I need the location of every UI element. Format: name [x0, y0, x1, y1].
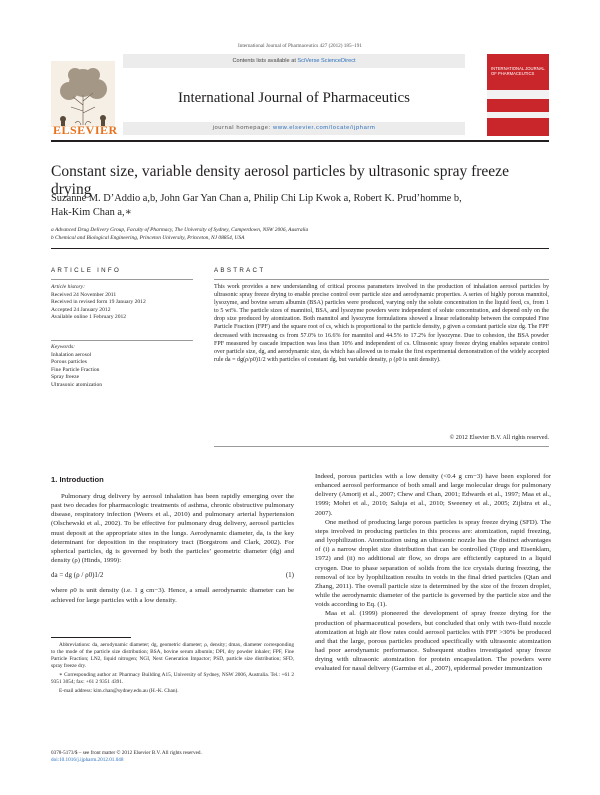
- title-divider: [51, 248, 549, 249]
- journal-cover-thumbnail: [487, 54, 549, 136]
- running-header: International Journal of Pharmaceutics 427 (2012) 185–191: [238, 43, 362, 49]
- keyword-item: Porous particles: [51, 359, 87, 365]
- abstract-copyright: © 2012 Elsevier B.V. All rights reserved.: [449, 435, 549, 441]
- footnotes: [51, 642, 294, 697]
- abstract-heading: ABSTRACT: [214, 267, 266, 274]
- keywords-block: [51, 344, 196, 389]
- publisher-wordmark: ELSEVIER: [53, 123, 118, 137]
- contents-prefix: Contents lists available at: [232, 58, 298, 64]
- article-info-heading: ARTICLE INFO: [51, 267, 122, 274]
- doi-link[interactable]: doi:10.1016/j.ijpharm.2012.01.048: [51, 757, 124, 763]
- body-paragraph: Pulmonary drug delivery by aerosol inhalation has been rapidly emerging over the past two decades for pharmacologic treatments of asthma, chronic obstructive pulmonary disease, respiratory infection (Weers et al., 2010) and pulmonary arterial hypertension (Olschewski et al., 2002). To be effective for pulmonary drug delivery, aerosol particles must deposit at the appropriate sites in the lungs. Aerodynamic diameter, da, is the key determinant for deposition in the respiratory tract (Borgstrom and Clark, 2002). For spherical particles, dg is governed by both the particles’ geometric diameter (dg) and density (ρ) (Hinds, 1999):: [51, 493, 294, 565]
- history-revised: Received in revised form 19 January 2012: [51, 299, 146, 305]
- keyword-item: Ultrasonic atomization: [51, 381, 103, 388]
- affiliation-a: a Advanced Drug Delivery Group, Faculty of Pharmacy, The University of Sydney, Camperdown, NSW 2006, Australia: [51, 227, 309, 233]
- abstract-text: This work provides a new understanding of critical process parameters involved in the production of inhalation aerosol particles by ultrasonic spray freeze drying to enable precise control over particle size and aerodynamic properties. A series of highly porous mannitol, lysozyme, and bovine serum albumin (BSA) particles were produced, varying only the solute concentration in the liquid feed, cs, from 1 to 5 wt%. The particle sizes of mannitol, BSA, and lysozyme powders were independent of solute concentration, and depend only on the drop size produced by atomization. Both mannitol and lysozyme formulations showed a linear relationship between the computed Fine Particle Fraction (FPF) and the square root of cs, which is proportional to the particle density, ρ given a constant particle size dg. The FPF decreased with increasing cs from 57.0% to 16.6% for mannitol and 44.5% to 17.2% for lysozyme. Due to cohesion, the BSA powder FPF measured by cascade impaction was less than 10% and independent of cs. Ultrasonic spray freeze drying enables separate control over particle size, dg, and aerodynamic size, da which has allowed us to make the first experimental demonstration of the widely accepted rule da = dg(ρ/ρ0)1/2 with particles of constant dg, but variable density, ρ (ρ0 is unit density).: [214, 284, 549, 363]
- equation-number: (1): [285, 571, 294, 580]
- banner-divider: [51, 140, 549, 142]
- history-received: Received 24 November 2011: [51, 291, 117, 298]
- body-paragraph: where ρ0 is unit density (i.e. 1 g cm−3). Hence, a small aerodynamic diameter can be achieved for large particles with a low density.: [51, 587, 294, 604]
- homepage-link[interactable]: www.elsevier.com/locate/ijpharm: [273, 125, 376, 131]
- footnote-email: E-mail address: kim.chan@sydney.edu.au (H.-K. Chan).: [59, 688, 179, 694]
- affiliation-b: b Chemical and Biological Engineering, Princeton University, Princeton, NJ 08854, USA: [51, 235, 245, 241]
- keyword-item: Fine Particle Fraction: [51, 366, 100, 373]
- body-paragraph: One method of producing large porous particles is spray freeze drying (SFD). The steps involved in producing particles in this process are: atomization, rapid freezing, and lyophilization. Atomization using an ultrasonic nozzle has the distinct advantages of (i) a narrow droplet size distribution that can be controlled (Topp and Eisenklam, 1972) and (ii) no additional air flow, so drops are efficiently captured in a liquid cryogen. Due to phase separation of solids from the ice crystals during freezing, the removal of ice by lyophilization results in voids in the final dried particles (Qian and Zhang, 2011). The overall particle size is determined by the size of the frozen droplet, while the aerodynamic diameter of the particle is governed by the particle size and the voids according to Eq. (1).: [315, 518, 551, 609]
- history-label: Article history:: [51, 284, 86, 290]
- homepage-prefix: journal homepage:: [212, 125, 274, 131]
- keywords-divider: [51, 340, 193, 341]
- author-list: [51, 192, 551, 220]
- authors-line-1: Suzanne M. D’Addio a,b, John Gar Yan Chan a, Philip Chi Lip Kwok a, Robert K. Prud’homme b,: [51, 193, 462, 204]
- article-info-divider: [51, 279, 193, 280]
- left-body-column: [51, 492, 294, 605]
- journal-homepage-bar: [123, 122, 465, 135]
- keywords-label: Keywords:: [51, 344, 76, 350]
- equation-text: da = dg (ρ / ρ0)1/2: [51, 571, 104, 580]
- article-title: Constant size, variable density aerosol particles by ultrasonic spray freeze drying: [51, 163, 509, 198]
- doi-block: [51, 750, 351, 764]
- right-body-column: [315, 472, 551, 673]
- history-accepted: Accepted 24 January 2012: [51, 306, 111, 313]
- footnote-corresponding-author: ∗ Corresponding author at: Pharmacy Building A15, University of Sydney, NSW 2006, Australia. Tel.: +61 2 9351 3054; fax: +61 2 9351 4391.: [51, 672, 294, 685]
- abstract-divider: [214, 279, 549, 280]
- issn-line: 0378-5173/$ – see front matter © 2012 Elsevier B.V. All rights reserved.: [51, 750, 202, 756]
- affiliations: [51, 226, 551, 242]
- equation-1: [51, 571, 294, 580]
- footnote-abbreviations: Abbreviations: da, aerodynamic diameter; dg, geometric diameter; ρ, density; dmax, diameter corresponding to the mode of the particle size distribution; BSA, bovine serum albumin; DPI, dry powder inhaler; FPF, Fine Particle Fraction; LN2, liquid nitrogen; NGI, Next Generation Impactor; PSD, particle size distribution; SFD, spray freeze dry.: [51, 642, 294, 669]
- journal-name: International Journal of Pharmaceutics: [177, 90, 410, 106]
- cover-stripe: [487, 112, 549, 118]
- cover-title: INTERNATIONAL JOURNAL OF PHARMACEUTICS: [491, 66, 545, 76]
- history-online: Available online 1 February 2012: [51, 314, 127, 320]
- section-heading-introduction: 1. Introduction: [51, 475, 104, 484]
- sciencedirect-link[interactable]: SciVerse ScienceDirect: [297, 58, 356, 64]
- journal-banner: [51, 54, 549, 140]
- footnote-divider: [51, 637, 131, 638]
- article-history: [51, 284, 196, 322]
- body-paragraph: Maa et al. (1999) pioneered the development of spray freeze drying for the production of pharmaceutical powders, but concluded that only with two-fluid nozzle atomization at high air flow rates could aerosol particles with FPF >30% be produced and that the large, porous particles produced specifically with ultrasonic atomization had poor aerodynamic performance. Subsequent studies investigated spray freeze drying with ultrasonic atomization for protein encapsulation. The powders were evaluated for nasal delivery (Garmise et al., 2007), epidermal powder immunization: [315, 610, 551, 673]
- keyword-item: Spray freeze: [51, 374, 80, 380]
- abstract-bottom-divider: [214, 446, 549, 447]
- cover-stripe: [487, 90, 549, 99]
- authors-line-2: Hak-Kim Chan a,∗: [51, 207, 132, 218]
- body-paragraph: Indeed, porous particles with a low density (<0.4 g cm−3) have been explored for enhanced aerosol performance of both small and large molecular drugs for pulmonary delivery (Amorij et al., 2007; Chew and Chan, 2001; Edwards et al., 1997; Maa et al., 1999; Mohri et al., 2010; Saluja et al., 2010; Sweeney et al., 2005; Zijlstra et al., 2007).: [315, 473, 551, 517]
- keyword-item: Inhalation aerosol: [51, 351, 92, 358]
- contents-bar: [123, 54, 465, 68]
